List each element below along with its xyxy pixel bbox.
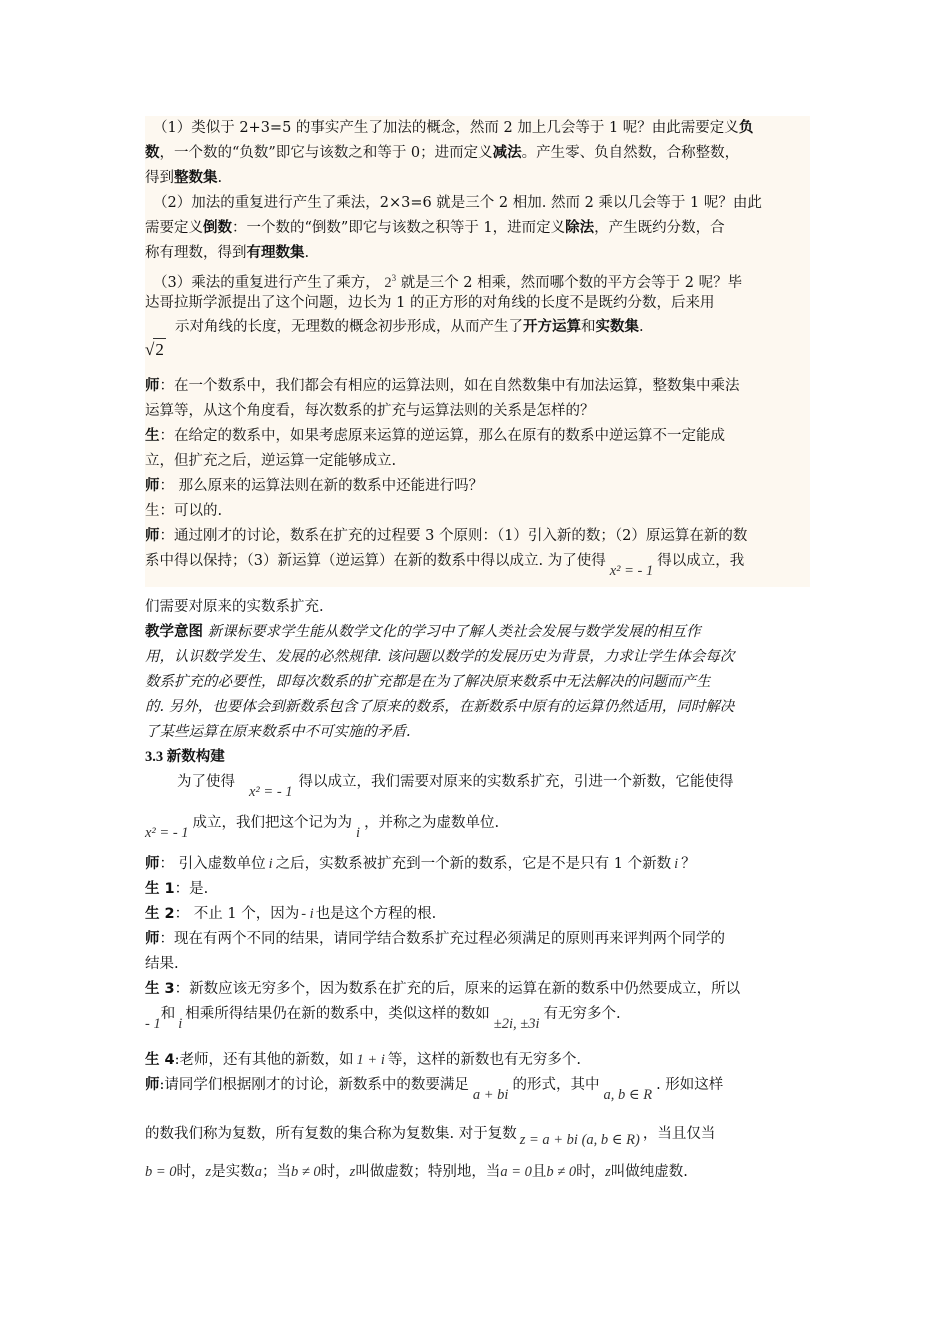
dialog-teacher-3: 师：通过刚才的讨论，数系在扩充的过程要 3 个原则：（1）引入新的数；（2）原运算在新的数 — [145, 528, 748, 544]
dialog-teacher-2: 师： 那么原来的运算法则在新的数系中还能进行吗？ — [145, 478, 484, 494]
intent-line-4: 的. 另外，也要体会到新数系包含了原来的数系，在新数系中原有的运算仍然适用，同时解决 — [145, 699, 735, 715]
section-para-line-1: 为了使得x² = - 1得以成立，我们需要对原来的实数系扩充，引进一个新数，它能使得 — [177, 774, 734, 800]
dialog-student-5: 生 3：新数应该无穷多个，因为数系在扩充的后，原来的运算在新的数系中仍然要成立，所以 — [145, 981, 741, 997]
para-2-line-3: 称有理数，得到有理数集. — [145, 245, 310, 261]
dialog-student-4: 生 2： 不止 1 个，因为 - i 也是这个方程的根. — [145, 906, 437, 922]
para-1-line-1: （1）类似于 2+3=5 的事实产生了加法的概念，然而 2 加上几会等于 1 呢？由此需要定义负 — [153, 120, 754, 136]
power-expression: $2^3$ — [384, 273, 397, 291]
dialog-teacher-5: 师：现在有两个不同的结果，请同学结合数系扩充过程必须满足的原则再来评判两个同学的 — [145, 931, 725, 947]
sqrt-line — [145, 338, 810, 366]
sqrt-two: √2 — [145, 340, 164, 359]
equation-x2: x² = - 1 — [609, 563, 654, 579]
shaded-block — [145, 116, 810, 587]
dialog-teacher-6-cont: 的数我们称为复数，所有复数的集合称为复数集. 对于复数 z = a + bi (a, b ∈ R) ，当且仅当 — [145, 1126, 716, 1148]
dialog-student-2: 生：可以的. — [145, 503, 223, 519]
intent-line-2: 用，认识数学发生、发展的必然规律. 该问题以数学的发展历史为背景，力求让学生体会每次 — [145, 649, 735, 665]
para-1-line-3: 得到整数集. — [145, 170, 223, 186]
para-2-line-1: （2）加法的重复进行产生了乘法，2×3=6 就是三个 2 相加. 然而 2 乘以几会等于 1 呢？由此 — [153, 195, 762, 211]
dialog-student-6: 生 4:老师，还有其他的新数，如 1 + i 等，这样的新数也有无穷多个. — [145, 1052, 581, 1068]
intent-line-5: 了某些运算在原来数系中不可实施的矛盾. — [145, 724, 411, 740]
dialog-student-1-cont: 立，但扩充之后，逆运算一定能够成立. — [145, 453, 397, 469]
intent-line-3: 数系扩充的必要性，即每次数系的扩充都是在为了解决原来数系中无法解决的问题而产生 — [145, 674, 711, 690]
dialog-student-5-cont: - 1和i相乘所得结果仍在新的数系中，类似这样的数如±2i, ±3i有无穷多个. — [145, 1006, 621, 1032]
dialog-teacher-4: 师： 引入虚数单位 i 之后，实数系被扩充到一个新的数系，它是不是只有 1 个新数 i ？ — [145, 856, 696, 872]
teaching-intent: 教学意图 新课标要求学生能从数学文化的学习中了解人类社会发展与数学发展的相互作 — [145, 624, 701, 640]
dialog-teacher-6: 师:请同学们根据刚才的讨论，新数系中的数要满足a + bi的形式，其中a, b ∈ R. 形如这样 — [145, 1077, 724, 1103]
para-3-line-3: 示对角线的长度，无理数的概念初步形成，从而产生了开方运算和实数集. — [175, 319, 644, 335]
para-1-line-2: 数，一个数的“负数”即它与该数之和等于 0；进而定义减法。产生零、负自然数，合称整数， — [145, 145, 740, 161]
dialog-teacher-1: 师：在一个数系中，我们都会有相应的运算法则，如在自然数集中有加法运算，整数集中乘法 — [145, 378, 740, 394]
dialog-teacher-1-cont: 运算等，从这个角度看，每次数系的扩充与运算法则的关系是怎样的？ — [145, 403, 595, 419]
document-page — [145, 116, 810, 1189]
dialog-student-3: 生 1：是. — [145, 881, 209, 897]
dialog-teacher-5-cont: 结果. — [145, 956, 179, 972]
dialog-teacher-3-end: 们需要对原来的实数系扩充. — [145, 599, 324, 615]
dialog-student-1: 生：在给定的数系中，如果考虑原来运算的逆运算，那么在原有的数系中逆运算不一定能成 — [145, 428, 725, 444]
para-3-line-2: 达哥拉斯学派提出了这个问题，边长为 1 的正方形的对角线的长度不是既约分数，后来用 — [145, 295, 715, 311]
dialog-teacher-6-end: b = 0时，z是实数a；当b ≠ 0时，z叫做虚数；特别地，当a = 0且b ≠ 0时，z叫做纯虚数. — [145, 1164, 688, 1180]
section-para-line-2: x² = - 1成立，我们把这个记为为i，并称之为虚数单位. — [145, 815, 500, 841]
para-2-line-2: 需要定义倒数：一个数的“倒数”即它与该数之积等于 1，进而定义除法，产生既约分数，合 — [145, 220, 725, 236]
section-heading: 3.3 新数构建 — [145, 749, 225, 765]
dialog-teacher-3-cont: 系中得以保持；（3）新运算（逆运算）在新的数系中得以成立. 为了使得x² = - 1得以成立，我 — [145, 553, 745, 579]
para-3-line-1: （3）乘法的重复进行产生了乘方， $2^3$ 就是三个 2 相乘，然而哪个数的平方会等于 2 呢？毕 — [153, 273, 743, 291]
